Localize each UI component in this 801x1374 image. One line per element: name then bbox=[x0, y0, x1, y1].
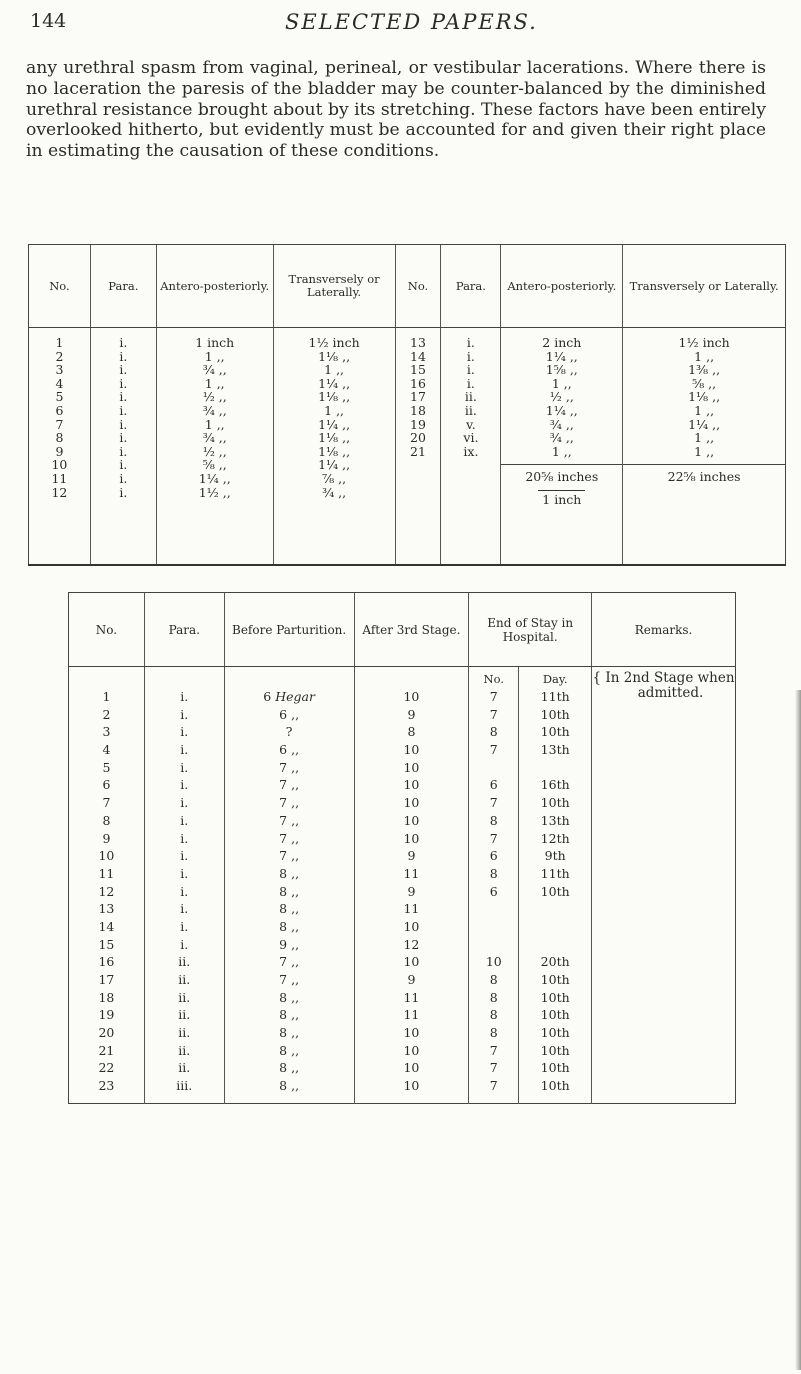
table2-header-before: Before Parturition. bbox=[224, 593, 354, 667]
table2-col-after-cell: 11 bbox=[403, 901, 420, 917]
table1-col-para-left-cell: i. bbox=[119, 348, 128, 364]
table1-col-ap-left-cell: 1 ,, bbox=[204, 416, 225, 432]
scan-edge-shadow bbox=[795, 690, 801, 1370]
table1-col-no-left-cell: 3 bbox=[55, 362, 64, 378]
table1-col-ap-right-cell: 1⅝ ,, bbox=[545, 362, 578, 378]
table2-col-no-cell: 23 bbox=[98, 1078, 115, 1094]
table2-col-no-cell: 15 bbox=[98, 936, 115, 952]
table2-col-before-cell: 7 ,, bbox=[279, 954, 300, 970]
table2-col-end-no-cell: 8 bbox=[489, 1007, 498, 1023]
table2-col-end-day-cell bbox=[519, 900, 591, 918]
table2-col-end-no-cell: 8 bbox=[489, 1025, 498, 1041]
table2-col-after-cell: 10 bbox=[403, 918, 420, 934]
table1-col-para-left-cell: i. bbox=[119, 443, 128, 459]
table2-col-para-cell: i. bbox=[180, 918, 189, 934]
table2-col-no-cell: 14 bbox=[98, 918, 115, 934]
table2-col-after-cell: 10 bbox=[403, 812, 420, 828]
table2-col-end-no-cell bbox=[469, 918, 518, 936]
table2-col-para-cell: ii. bbox=[178, 1025, 191, 1041]
table2-col-no-cell: 8 bbox=[102, 812, 111, 828]
table2-col-before-cell: 9 ,, bbox=[279, 936, 300, 952]
table1-header-antero-posteriorly: Antero-posteriorly. bbox=[156, 245, 273, 328]
table2-col-before-cell: 6 ,, bbox=[279, 706, 300, 722]
table2-col-before-cell: 6 Hegar bbox=[263, 689, 315, 704]
remark-line-1: { In 2nd Stage when bbox=[592, 670, 735, 686]
table2-col-end-no-cell: 6 bbox=[489, 777, 498, 793]
table2-col-no-cell: 13 bbox=[98, 901, 115, 917]
table2-col-after-cell: 10 bbox=[403, 742, 420, 758]
table2-col-end-no-cell bbox=[469, 667, 519, 1104]
table1-col-para-right-cell: i. bbox=[466, 362, 475, 378]
table1-header-no: No. bbox=[29, 245, 91, 328]
table1-col-lat-right-cell: 1 ,, bbox=[694, 348, 715, 364]
table1-col-no-right-cell: 18 bbox=[410, 402, 426, 418]
table1-col-ap-left-cell: ¾ ,, bbox=[202, 362, 227, 378]
table2-col-end-day-cell: 13th bbox=[540, 812, 570, 828]
table2-col-after-cell: 10 bbox=[403, 1025, 420, 1041]
table1-col-para-right-cell: i. bbox=[466, 335, 475, 350]
table1-col-ap-left-cell: ¾ ,, bbox=[202, 430, 227, 446]
table1-col-ap-left-cell: 1 inch bbox=[195, 335, 235, 350]
table2-col-para-cell: ii. bbox=[178, 1007, 191, 1023]
table1-col-para-right bbox=[441, 328, 501, 566]
table2-col-before-cell: 8 ,, bbox=[279, 918, 300, 934]
table1-col-no-left-cell: 7 bbox=[55, 416, 64, 432]
table2-col-after-cell: 9 bbox=[407, 706, 416, 722]
table1-col-para-left-cell: i. bbox=[119, 362, 128, 378]
table1-col-lat-left-cell: ¾ ,, bbox=[322, 484, 347, 500]
table2-col-no-cell: 7 bbox=[102, 795, 111, 811]
table2-col-end-no-cell: 10 bbox=[485, 954, 502, 970]
table2-col-after-cell: 10 bbox=[403, 830, 420, 846]
table1-col-lat-left-cell: 1¼ ,, bbox=[318, 457, 351, 473]
table1-col-lat-right-cell: 1¼ ,, bbox=[688, 416, 721, 432]
table1-col-no-left-cell: 5 bbox=[55, 389, 64, 405]
table2-col-para-cell: i. bbox=[180, 706, 189, 722]
table2-col-after-cell: 9 bbox=[407, 848, 416, 864]
table2-col-before-cell: 8 ,, bbox=[279, 865, 300, 881]
table2-col-before-cell: 8 ,, bbox=[279, 883, 300, 899]
table1-col-ap-left-cell: 1 ,, bbox=[204, 348, 225, 364]
table1-col-lat-left-cell: 1½ inch bbox=[308, 335, 360, 350]
table1-col-para-left-cell: i. bbox=[119, 335, 128, 350]
table2-col-end-day-cell: 13th bbox=[540, 742, 570, 758]
table2-col-after-cell: 10 bbox=[403, 1042, 420, 1058]
table1-col-lat-left bbox=[273, 328, 395, 566]
table2-header-no: No. bbox=[69, 593, 145, 667]
table1-col-lat-left-cell: 1 ,, bbox=[324, 362, 345, 378]
table2-col-after bbox=[355, 688, 469, 1095]
table2-col-end-no-cell: 7 bbox=[489, 830, 498, 846]
table1-col-para-right-cell: ix. bbox=[463, 443, 479, 459]
table1-col-no-left-cell: 11 bbox=[51, 470, 68, 486]
table2-col-end-no-cell: 7 bbox=[489, 742, 498, 758]
table1-col-no-right-cell: 16 bbox=[410, 375, 426, 391]
table2-col-end-day-cell: 16th bbox=[540, 777, 570, 793]
table2-col-para-cell: i. bbox=[180, 901, 189, 917]
table1-ap-total: 20⅝ inches bbox=[525, 469, 599, 485]
table2-col-no-cell: 9 bbox=[102, 830, 111, 846]
table2-col-para-cell: i. bbox=[180, 724, 189, 740]
table2-col-end-no-cell: 8 bbox=[489, 812, 498, 828]
table1-header-para: Para. bbox=[90, 245, 156, 328]
table1-col-para-left-cell: i. bbox=[119, 389, 128, 405]
table2-col-after-cell: 11 bbox=[403, 989, 420, 1005]
table1-ap-totals bbox=[501, 464, 622, 510]
table1-body-row bbox=[29, 328, 786, 566]
table2-col-para-cell: i. bbox=[180, 936, 189, 952]
table1-col-no-left-cell: 10 bbox=[51, 457, 68, 473]
table1-col-lat-right-cell: 1 ,, bbox=[694, 402, 715, 418]
table2-col-end-day-cell bbox=[519, 759, 591, 777]
table1-col-no-left bbox=[29, 328, 91, 566]
table2-col-no-cell: 6 bbox=[102, 777, 111, 793]
table2-col-after-cell bbox=[354, 667, 469, 1104]
table2-body-row bbox=[69, 667, 736, 1104]
table1-col-no-right-cell: 14 bbox=[410, 348, 426, 364]
table2-col-before-cell: 7 ,, bbox=[279, 972, 300, 987]
table2-col-after-cell: 11 bbox=[403, 1007, 420, 1023]
table1-col-lat-right-cell: 1⅜ ,, bbox=[688, 362, 721, 378]
table1-col-ap-left-cell: 1¼ ,, bbox=[198, 470, 231, 486]
table2-header-after: After 3rd Stage. bbox=[354, 593, 469, 667]
table1-col-para-right-cell: v. bbox=[466, 416, 476, 432]
table2-col-no bbox=[69, 688, 144, 1095]
table1-col-para-left-cell: i. bbox=[119, 484, 128, 500]
table2-col-end-day bbox=[519, 688, 591, 1095]
table2-col-end-no-cell bbox=[469, 900, 518, 918]
table2-col-end-day-cell: 10th bbox=[540, 1007, 570, 1023]
table1-col-lat-left-cell: 1⅛ ,, bbox=[318, 430, 351, 446]
table2-col-after-cell: 9 bbox=[407, 972, 416, 987]
table1-lat-total: 22⅝ inches bbox=[667, 469, 741, 485]
table1-col-para-right-cell: ii. bbox=[464, 389, 477, 405]
table2-col-para-cell: i. bbox=[180, 830, 189, 846]
table2-col-end-no-cell: 6 bbox=[489, 848, 498, 864]
table2-col-para-cell: ii. bbox=[178, 1060, 191, 1076]
table2-col-end-day-cell bbox=[519, 936, 591, 954]
table1-col-para-right-cell: i. bbox=[466, 375, 475, 391]
table1-col-ap-left-cell: ½ ,, bbox=[202, 443, 227, 459]
table1-ap-average-line bbox=[501, 490, 622, 510]
table1-col-lat-left-cell: 1¼ ,, bbox=[318, 416, 351, 432]
table1-col-para-left-cell: i. bbox=[119, 375, 128, 391]
table1-col-ap-right-cell: ¾ ,, bbox=[549, 416, 574, 432]
table2-col-end-no-cell: 7 bbox=[489, 1078, 498, 1094]
table2-col-before-cell: 8 ,, bbox=[279, 901, 300, 917]
table2-col-no-cell: 20 bbox=[98, 1025, 115, 1041]
table1-col-no-right-cell: 17 bbox=[410, 389, 426, 405]
table1-col-lat-right-cell bbox=[623, 328, 786, 566]
table1-col-ap-left-cell: ⅝ ,, bbox=[202, 457, 227, 473]
table1-col-para-right-cell: vi. bbox=[463, 430, 479, 446]
table2-col-para-cell: i. bbox=[180, 742, 189, 758]
table1-col-no-right-cell: 13 bbox=[410, 335, 426, 350]
table2-col-end-no-cell: 7 bbox=[489, 1060, 498, 1076]
table1-col-lat-right-cell: 1⅛ ,, bbox=[688, 389, 721, 405]
table1-col-ap-right-cell bbox=[501, 328, 623, 566]
table1-col-lat-right-cell: 1 ,, bbox=[694, 443, 715, 459]
table2-col-end-day-cell: 9th bbox=[544, 848, 566, 864]
table2-col-end-day-cell: 10th bbox=[540, 1060, 570, 1076]
table2-col-para-cell: i. bbox=[180, 777, 189, 793]
table1-header-row bbox=[29, 245, 786, 328]
table2-col-after-cell: 11 bbox=[403, 865, 420, 881]
table1-col-para-left-cell: i. bbox=[119, 402, 128, 418]
table2-col-before-cell: 8 ,, bbox=[279, 1007, 300, 1023]
table2-col-no-cell: 2 bbox=[102, 706, 111, 722]
table1-col-no-left-cell: 12 bbox=[51, 484, 68, 500]
table1-col-ap-right-cell: ½ ,, bbox=[549, 389, 574, 405]
table2-col-end-day-cell bbox=[519, 918, 591, 936]
table2-col-before-cell bbox=[224, 667, 354, 1104]
table1-col-ap-right-cell: ¾ ,, bbox=[549, 430, 574, 446]
table2-col-para-cell: ii. bbox=[178, 954, 191, 970]
table2-col-end-no-cell bbox=[469, 759, 518, 777]
body-paragraph: any urethral spasm from vaginal, perineal, or vestibular lacerations. Where there is no laceration the paresis of the bladder may be counter-balanced by the diminished urethral resistance brought about by its stretching. These factors have been entirely overlooked hitherto, but evidently must be accounted for and given their right place in estimating the causation of these conditions. bbox=[26, 58, 766, 162]
table2-subheader-day: Day. bbox=[542, 672, 568, 686]
table2-col-before-cell: 6 ,, bbox=[279, 742, 300, 758]
table1-col-ap-right-cell: 1¼ ,, bbox=[545, 348, 578, 364]
table2-col-after-cell: 10 bbox=[403, 777, 420, 793]
table2-col-before-cell: 8 ,, bbox=[279, 1060, 300, 1076]
table2-col-para-cell: i. bbox=[180, 795, 189, 811]
table2-col-before-cell: 8 ,, bbox=[279, 1025, 300, 1041]
table2-col-after-cell: 10 bbox=[403, 954, 420, 970]
table1-col-ap-left-cell: 1½ ,, bbox=[198, 484, 231, 500]
table1-col-ap-left-cell: ½ ,, bbox=[202, 389, 227, 405]
table2-col-remarks bbox=[592, 667, 736, 1104]
table2-header-remarks: Remarks. bbox=[592, 593, 736, 667]
table2-col-end-day-cell: 10th bbox=[540, 989, 570, 1005]
table2-col-before-cell: 8 ,, bbox=[279, 1042, 300, 1058]
table2-col-para-cell: i. bbox=[180, 865, 189, 881]
table1-col-ap-left-cell: ¾ ,, bbox=[202, 402, 227, 418]
table1-col-no-left-cell: 6 bbox=[55, 402, 64, 418]
table1-header-para-right: Para. bbox=[441, 245, 501, 328]
table2-col-no-cell bbox=[69, 667, 145, 1104]
table1-col-lat-right-cell: 1 ,, bbox=[694, 430, 715, 446]
table2-col-after-cell: 9 bbox=[407, 883, 416, 899]
table2-col-no-cell: 22 bbox=[98, 1060, 115, 1076]
table1-col-ap-right-cell: 1¼ ,, bbox=[545, 402, 578, 418]
table2-col-para-cell: i. bbox=[180, 883, 189, 899]
table1-col-ap-right-cell: 2 inch bbox=[542, 335, 582, 350]
table2-col-before-cell: 7 ,, bbox=[279, 759, 300, 775]
table2-col-no-cell: 10 bbox=[98, 848, 115, 864]
table2-col-no-cell: 19 bbox=[98, 1007, 115, 1023]
table2-col-no-cell: 5 bbox=[102, 759, 111, 775]
table2-col-para bbox=[145, 688, 224, 1095]
table1-col-lat-right-cell: ⅝ ,, bbox=[692, 375, 717, 391]
table2-col-end-day-cell: 10th bbox=[540, 1078, 570, 1094]
table2-col-end-no-cell: 8 bbox=[489, 972, 498, 987]
table2-col-end-day-cell: 10th bbox=[540, 883, 570, 899]
table2-col-no-cell: 17 bbox=[98, 972, 115, 987]
table1-col-para-right-cell: i. bbox=[466, 348, 475, 364]
table1-col-lat-left-cell: 1 ,, bbox=[324, 402, 345, 418]
table2-col-end-day-cell: 20th bbox=[540, 954, 570, 970]
table2-col-after-cell: 10 bbox=[403, 1060, 420, 1076]
table1-col-no-left-cell: 9 bbox=[55, 443, 64, 459]
table2-col-end-no-cell: 8 bbox=[489, 989, 498, 1005]
table2-col-end-no-cell bbox=[469, 936, 518, 954]
table2-col-para-cell: i. bbox=[180, 812, 189, 828]
table2-col-end-no-cell: 6 bbox=[489, 883, 498, 899]
table2-header-row bbox=[69, 593, 736, 667]
table2-col-before-cell: 7 ,, bbox=[279, 848, 300, 864]
table2-col-end-no-cell: 7 bbox=[489, 1042, 498, 1058]
table2-col-before bbox=[225, 688, 354, 1095]
remark-line-2: admitted. bbox=[637, 685, 704, 701]
table2-col-after-cell: 10 bbox=[403, 795, 420, 811]
table1-col-para-left-cell: i. bbox=[119, 430, 128, 446]
table2-col-para-cell: iii. bbox=[176, 1078, 193, 1094]
table1-col-no-right-cell: 20 bbox=[410, 430, 426, 446]
table1-header-antero-posteriorly-right: Antero-posteriorly. bbox=[501, 245, 623, 328]
table2-col-para-cell: i. bbox=[180, 689, 189, 704]
table1-col-ap-left-cell: 1 ,, bbox=[204, 375, 225, 391]
table1-col-no-left-cell: 1 bbox=[55, 335, 64, 350]
table1-col-lat-left-cell: ⅞ ,, bbox=[322, 470, 347, 486]
table1-ap-average: 1 inch bbox=[538, 490, 585, 507]
table2-col-end-no-cell: 7 bbox=[489, 795, 498, 811]
table1-col-ap-left bbox=[156, 328, 273, 566]
table2-col-para-cell: ii. bbox=[178, 989, 191, 1005]
table2-col-end-day-cell: 10th bbox=[540, 1025, 570, 1041]
table2-col-end-day-cell: 10th bbox=[540, 795, 570, 811]
table1-header-no-right: No. bbox=[395, 245, 441, 328]
table2-col-after-cell: 8 bbox=[407, 724, 416, 740]
table2-col-before-cell: 8 ,, bbox=[279, 1078, 300, 1094]
table1-col-lat-right-cell: 1½ inch bbox=[678, 335, 730, 350]
table2-col-after-cell: 10 bbox=[403, 759, 420, 775]
table2-col-end-day-cell: 10th bbox=[540, 1042, 570, 1058]
table2-col-end-no-cell: 7 bbox=[489, 689, 498, 704]
table2-col-before-cell: 7 ,, bbox=[279, 812, 300, 828]
table2-col-no-cell: 12 bbox=[98, 883, 115, 899]
table1-col-lat-left-cell: 1⅛ ,, bbox=[318, 443, 351, 459]
table2-col-end-day-cell: 11th bbox=[540, 689, 570, 704]
table1-header-transversely-right: Transversely or Laterally. bbox=[623, 245, 786, 328]
table2-col-after-cell: 10 bbox=[403, 1078, 420, 1094]
table2-col-no-cell: 11 bbox=[98, 865, 115, 881]
table2-col-para-cell: ii. bbox=[178, 972, 191, 987]
table1-col-lat-left-cell: 1⅛ ,, bbox=[318, 348, 351, 364]
table2-col-before-cell: 7 ,, bbox=[279, 795, 300, 811]
table1-col-para-right-cell: ii. bbox=[464, 402, 477, 418]
table2-col-no-cell: 16 bbox=[98, 954, 115, 970]
table1-header-transversely: Transversely or Laterally. bbox=[273, 245, 395, 328]
table2-col-after-cell: 12 bbox=[403, 936, 420, 952]
table2-col-end-day-cell: 11th bbox=[540, 865, 570, 881]
table2-col-no-cell: 3 bbox=[102, 724, 111, 740]
table2-col-para-cell bbox=[144, 667, 224, 1104]
table1-col-lat-left-cell: 1¼ ,, bbox=[318, 375, 351, 391]
table1-col-lat-left-cell: 1⅛ ,, bbox=[318, 389, 351, 405]
table2-col-end-no-cell: 8 bbox=[489, 865, 498, 881]
table2-col-before-cell: 7 ,, bbox=[279, 777, 300, 793]
table2-col-no-cell: 18 bbox=[98, 989, 115, 1005]
table2-col-end-no-cell: 7 bbox=[489, 706, 498, 722]
table2-col-before-cell: ? bbox=[285, 724, 293, 740]
table2-col-end-day-cell: 10th bbox=[540, 724, 570, 740]
table1-lat-totals bbox=[623, 464, 785, 490]
table1-col-para-left-cell: i. bbox=[119, 416, 128, 432]
table2-col-end-day-cell bbox=[519, 667, 592, 1104]
table2-col-end-day-cell: 10th bbox=[540, 706, 570, 722]
table2-col-para-cell: i. bbox=[180, 848, 189, 864]
table1-col-no-left-cell: 4 bbox=[55, 375, 64, 391]
table2-col-before-cell: 7 ,, bbox=[279, 830, 300, 846]
table2-col-para-cell: ii. bbox=[178, 1042, 191, 1058]
table2-col-no-cell: 21 bbox=[98, 1042, 115, 1058]
table1-col-no-left-cell: 8 bbox=[55, 430, 64, 446]
table2-col-end-no bbox=[469, 688, 518, 1095]
table2-col-after-cell: 10 bbox=[403, 689, 420, 704]
table2-col-end-no-cell: 8 bbox=[489, 724, 498, 740]
table2-col-para-cell: i. bbox=[180, 759, 189, 775]
table1-col-no-right-cell: 19 bbox=[410, 416, 426, 432]
table2-col-no-cell: 4 bbox=[102, 742, 111, 758]
page-number: 144 bbox=[30, 10, 67, 32]
table2-col-end-day-cell: 12th bbox=[540, 830, 570, 846]
table1-col-no-right-cell: 21 bbox=[410, 443, 426, 459]
table1-col-no-right bbox=[395, 328, 441, 566]
table2-subheader-no: No. bbox=[483, 672, 504, 686]
table1-col-ap-right-cell: 1 ,, bbox=[551, 375, 572, 391]
table1-col-para-left-cell: i. bbox=[119, 457, 128, 473]
table1-col-ap-right-cell: 1 ,, bbox=[551, 443, 572, 459]
table2-header-para: Para. bbox=[144, 593, 224, 667]
table1-col-para-left bbox=[90, 328, 156, 566]
table1-col-ap-right bbox=[501, 336, 622, 458]
bladder-height-table bbox=[68, 592, 736, 1104]
table2-col-no-cell: 1 bbox=[102, 689, 111, 704]
table2-header-end: End of Stay in Hospital. bbox=[469, 593, 592, 667]
table1-col-no-right-cell: 15 bbox=[410, 362, 426, 378]
running-title: SELECTED PAPERS. bbox=[285, 10, 538, 34]
table2-col-end-day-cell: 10th bbox=[540, 972, 570, 987]
table2-col-before-cell: 8 ,, bbox=[279, 989, 300, 1005]
table1-col-para-left-cell: i. bbox=[119, 470, 128, 486]
table1-col-lat-right bbox=[623, 336, 785, 458]
measurements-table bbox=[28, 244, 786, 566]
table1-col-no-left-cell: 2 bbox=[55, 348, 64, 364]
